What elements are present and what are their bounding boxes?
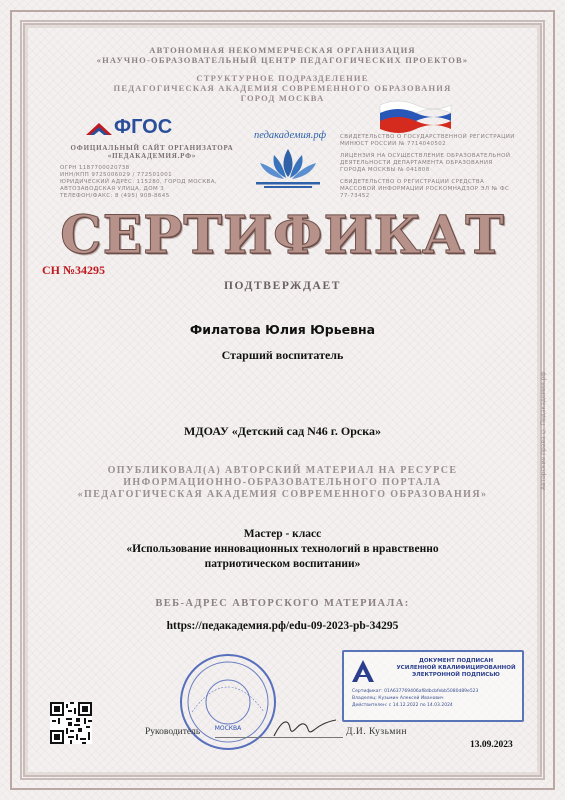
recipient-position: Старший воспитатель [221, 348, 344, 362]
published-line-3: «ПЕДАГОГИЧЕСКАЯ АКАДЕМИЯ СОВРЕМЕННОГО ОБРАЗОВАНИЯ» [77, 489, 488, 500]
russian-flag-icon [378, 95, 453, 135]
e-signature-certificate: Сертификат: 01A637769406af8dbcbfebb5080d89e523 [352, 689, 479, 694]
certificate-title: СЕРТИФИКАТ [60, 205, 505, 266]
pedakademia-logo-text: педакадемия.рф [253, 130, 327, 141]
org-details [60, 165, 230, 200]
org-detail: АВТОЗАВОДСКАЯ УЛИЦА, ДОМ 3 [60, 186, 165, 192]
fgos-arrow-icon [86, 121, 112, 135]
work-title-line-1: «Использование инновационных технологий в нравственно [126, 543, 439, 555]
org-detail: ОГРН 1187700020738 [60, 165, 130, 171]
registration-line: СВИДЕТЕЛЬСТВО О ГОСУДАРСТВЕННОЙ РЕГИСТРАЦИИ МИНЮСТ РОССИИ № 7714040502 [340, 134, 515, 147]
org-header [0, 45, 565, 65]
stamp-city-text: МОСКВА [214, 725, 242, 732]
signer-name: Д.И. Кузьмин [346, 727, 408, 737]
division-header [0, 73, 565, 103]
confirms-label: ПОДТВЕРЖДАЕТ [224, 280, 341, 292]
site-line-2: «ПЕДАКАДЕМИЯ.РФ» [107, 152, 197, 160]
media-registration-line: СВИДЕТЕЛЬСТВО О РЕГИСТРАЦИИ СРЕДСТВА МАССОВОЙ ИНФОРМАЦИИ РОСКОМНАДЗОР ЭЛ № ФС 77-73452 [340, 179, 510, 199]
org-detail: ЮРИДИЧЕСКИЙ АДРЕС: 115280, ГОРОД МОСКВА, [60, 179, 218, 185]
copyright-vertical-text: Авторские права © Педакадемия.рф [540, 371, 547, 490]
org-detail: ИНН/КПП 9725006029 / 772501001 [60, 172, 172, 178]
division-line-1: СТРУКТУРНОЕ ПОДРАЗДЕЛЕНИЕ [196, 73, 369, 83]
qr-code-icon[interactable] [50, 702, 92, 744]
registration-info [340, 134, 515, 205]
e-signature-header-line: УСИЛЕННОЙ КВАЛИФИЦИРОВАННОЙ [396, 665, 516, 671]
license-line: ЛИЦЕНЗИЯ НА ОСУЩЕСТВЛЕНИЕ ОБРАЗОВАТЕЛЬНОЙ ДЕЯТЕЛЬНОСТИ ДЕПАРТАМЕНТА ОБРАЗОВАНИЯ ГОРОДА МОСКВЫ № 041808 [340, 153, 511, 173]
material-url-link[interactable]: https://педакадемия.рф/edu-09-2023-pb-34295 [166, 620, 399, 632]
lotus-logo-icon [248, 145, 328, 190]
e-signature-owner: Владелец: Кузьмин Алексей Иванович [352, 696, 444, 701]
published-line-1: ОПУБЛИКОВАЛ(А) АВТОРСКИЙ МАТЕРИАЛ НА РЕСУРСЕ [107, 465, 458, 476]
fgos-logo [86, 116, 201, 138]
handwritten-signature [270, 712, 340, 742]
web-address-label: ВЕБ-АДРЕС АВТОРСКОГО МАТЕРИАЛА: [155, 598, 410, 609]
org-line-1: АВТОНОМНАЯ НЕКОММЕРЧЕСКАЯ ОРГАНИЗАЦИЯ [149, 45, 416, 55]
org-line-2: «НАУЧНО-ОБРАЗОВАТЕЛЬНЫЙ ЦЕНТР ПЕДАГОГИЧЕСКИХ ПРОЕКТОВ» [96, 55, 469, 65]
published-statement [0, 465, 565, 501]
e-signature-logo-icon [350, 658, 376, 684]
e-signature-box [342, 650, 524, 722]
work-type: Мастер - класс [243, 528, 322, 540]
e-signature-details [352, 688, 517, 709]
org-detail: ТЕЛЕФОН/ФАКС: 8 (495) 908-8645 [60, 193, 170, 199]
signer-title: Руководитель [145, 727, 201, 737]
work-title-line-2: патриотическом воспитании» [204, 558, 361, 570]
division-line-2: ПЕДАГОГИЧЕСКАЯ АКАДЕМИЯ СОВРЕМЕННОГО ОБРАЗОВАНИЯ [113, 83, 452, 93]
division-line-3: ГОРОД МОСКВА [240, 93, 325, 103]
published-line-2: ИНФОРМАЦИОННО-ОБРАЗОВАТЕЛЬНОГО ПОРТАЛА [123, 477, 442, 488]
organizer-site-label [62, 144, 242, 160]
e-signature-validity: Действителен: с 14.12.2022 по 14.03.2024 [352, 703, 453, 708]
site-line-1: ОФИЦИАЛЬНЫЙ САЙТ ОРГАНИЗАТОРА [70, 144, 234, 152]
recipient-name: Филатова Юлия Юрьевна [189, 322, 376, 337]
e-signature-header-line: ЭЛЕКТРОННОЙ ПОДПИСЬЮ [412, 672, 500, 678]
e-signature-header-line: ДОКУМЕНТ ПОДПИСАН [418, 658, 494, 664]
work-info [0, 527, 565, 572]
e-signature-header [396, 658, 516, 679]
fgos-logo-text: ФГОС [114, 116, 173, 138]
certificate-number: СН №34295 [42, 263, 106, 277]
issue-date: 13.09.2023 [470, 740, 513, 750]
recipient-organization: МДОАУ «Детский сад N46 г. Орска» [184, 424, 381, 438]
